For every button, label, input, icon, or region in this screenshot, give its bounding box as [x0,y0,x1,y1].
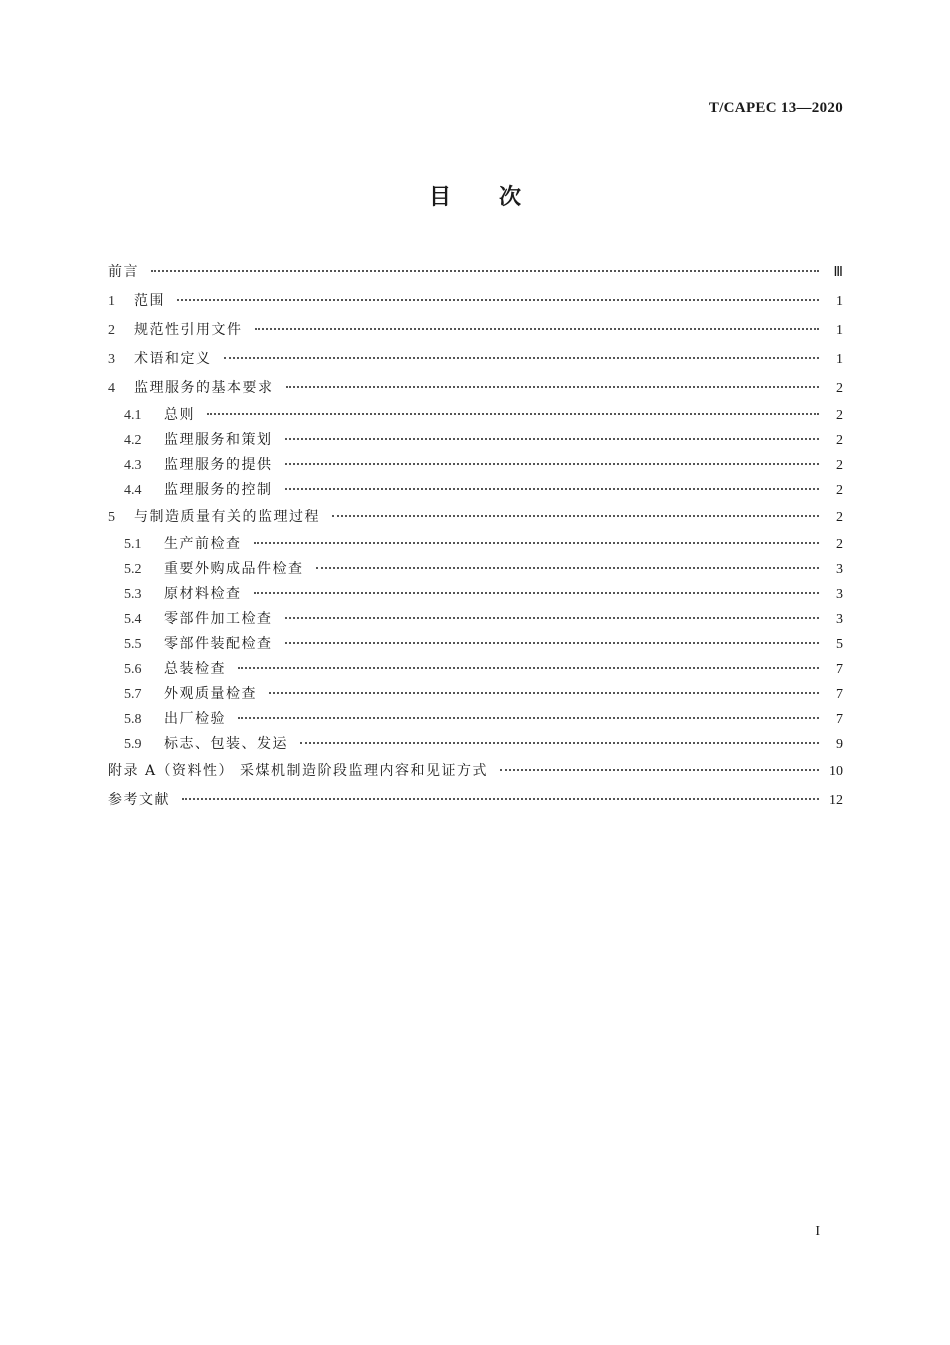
toc-label: 前言 [108,264,139,280]
toc-leader [182,798,819,800]
toc-label: 监理服务的提供 [164,457,273,473]
toc-number: 5.8 [124,712,142,727]
toc-page: 7 [836,662,843,677]
toc-label: 监理服务的控制 [164,482,273,498]
table-of-contents [108,258,843,815]
toc-leader [316,567,820,569]
toc-page: 10 [829,764,843,779]
toc-entry-5-8[interactable] [108,707,843,732]
toc-page: 7 [836,712,843,727]
toc-page: 2 [836,458,843,473]
toc-number: 5.3 [124,587,142,602]
toc-entry-references[interactable] [108,786,843,815]
toc-entry-5-6[interactable] [108,657,843,682]
toc-number: 1 [108,294,115,309]
toc-number: 4.2 [124,433,142,448]
toc-label: 零部件装配检查 [164,636,273,652]
toc-leader [238,667,819,669]
toc-label: 原材料检查 [164,586,242,602]
toc-leader [254,542,820,544]
toc-number: 5.9 [124,737,142,752]
toc-entry-4-4[interactable] [108,478,843,503]
toc-leader [285,642,820,644]
toc-leader [151,270,819,272]
toc-label: 总装检查 [164,661,226,677]
toc-number: 5 [108,510,115,525]
toc-number: 5.1 [124,537,142,552]
toc-entry-4[interactable] [108,374,843,403]
toc-page: 3 [836,562,843,577]
toc-leader [286,386,820,388]
toc-entry-5[interactable] [108,503,843,532]
toc-page: 1 [836,352,843,367]
toc-leader [238,717,819,719]
toc-page: Ⅲ [833,265,843,280]
page-title [0,180,950,211]
toc-number: 4 [108,381,115,396]
toc-entry-5-7[interactable] [108,682,843,707]
toc-entry-2[interactable] [108,316,843,345]
toc-leader [254,592,820,594]
toc-page: 5 [836,637,843,652]
toc-label: 监理服务的基本要求 [134,380,274,396]
toc-label: 附录 A（资料性） 采煤机制造阶段监理内容和见证方式 [108,763,489,779]
toc-entry-5-9[interactable] [108,732,843,757]
toc-page: 3 [836,587,843,602]
toc-entry-foreword[interactable] [108,258,843,287]
toc-label: 监理服务和策划 [164,432,273,448]
toc-entry-5-2[interactable] [108,557,843,582]
toc-page: 2 [836,510,843,525]
toc-leader [332,515,819,517]
document-code: T/CAPEC 13—2020 [708,100,843,116]
toc-leader [285,488,820,490]
title-char-1: 目 [428,185,451,210]
toc-leader [500,769,819,771]
toc-leader [285,438,820,440]
toc-page: 2 [836,433,843,448]
toc-page: 12 [829,793,843,808]
toc-label: 生产前检查 [164,536,242,552]
toc-leader [207,413,819,415]
toc-entry-1[interactable] [108,287,843,316]
toc-page: 1 [836,323,843,338]
toc-number: 5.4 [124,612,142,627]
toc-entry-4-1[interactable] [108,403,843,428]
toc-leader [224,357,820,359]
toc-label: 术语和定义 [134,351,212,367]
toc-page: 9 [836,737,843,752]
toc-leader [255,328,820,330]
toc-page: 2 [836,483,843,498]
toc-label: 标志、包装、发运 [164,736,288,752]
toc-page: 2 [836,408,843,423]
toc-leader [269,692,819,694]
toc-number: 4.1 [124,408,142,423]
toc-number: 5.2 [124,562,142,577]
toc-entry-5-5[interactable] [108,632,843,657]
toc-leader [300,742,819,744]
toc-entry-4-2[interactable] [108,428,843,453]
toc-number: 3 [108,352,115,367]
toc-page: 3 [836,612,843,627]
toc-entry-5-3[interactable] [108,582,843,607]
toc-leader [177,299,819,301]
toc-label: 与制造质量有关的监理过程 [134,509,320,525]
toc-number: 5.7 [124,687,142,702]
toc-number: 5.6 [124,662,142,677]
page-number: I [815,1224,820,1239]
toc-leader [285,617,820,619]
toc-label: 重要外购成品件检查 [164,561,304,577]
toc-label: 总则 [164,407,195,423]
toc-leader [285,463,820,465]
toc-label: 零部件加工检查 [164,611,273,627]
toc-label: 出厂检验 [164,711,226,727]
title-char-2: 次 [499,185,522,210]
toc-label: 参考文献 [108,792,170,808]
toc-number: 4.4 [124,483,142,498]
toc-number: 4.3 [124,458,142,473]
toc-page: 7 [836,687,843,702]
toc-page: 2 [836,537,843,552]
toc-entry-5-1[interactable] [108,532,843,557]
toc-entry-appendix-a[interactable] [108,757,843,786]
toc-entry-4-3[interactable] [108,453,843,478]
toc-label: 范围 [134,293,165,309]
toc-entry-5-4[interactable] [108,607,843,632]
toc-page: 1 [836,294,843,309]
toc-entry-3[interactable] [108,345,843,374]
toc-label: 外观质量检查 [164,686,257,702]
toc-number: 5.5 [124,637,142,652]
toc-number: 2 [108,323,115,338]
toc-label: 规范性引用文件 [134,322,243,338]
toc-page: 2 [836,381,843,396]
